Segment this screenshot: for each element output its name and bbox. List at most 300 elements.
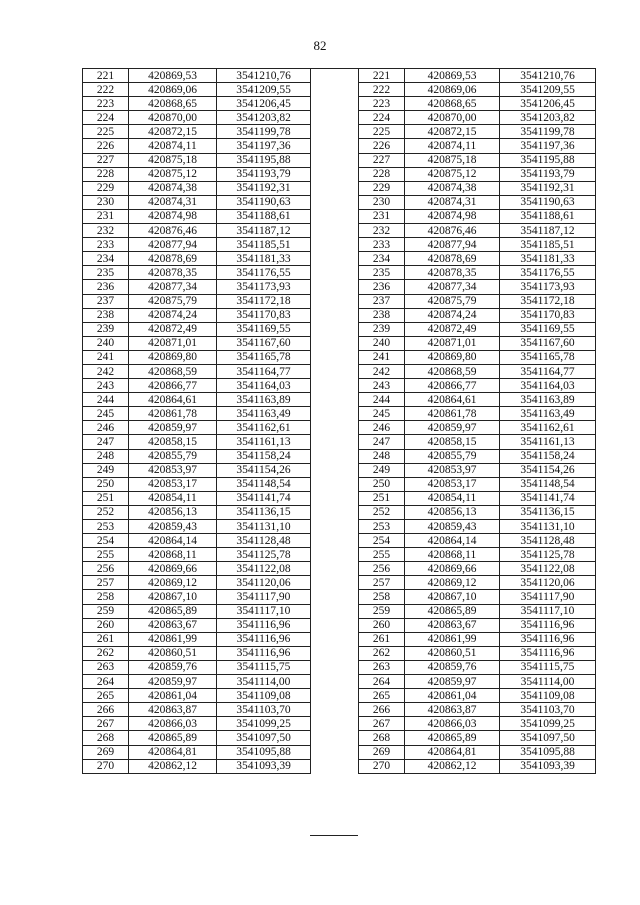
table-row <box>359 505 596 519</box>
table-row <box>359 224 596 238</box>
table-row <box>83 407 311 421</box>
y-coordinate-cell: 3541195,88 <box>217 153 311 167</box>
y-coordinate-cell: 3541131,10 <box>217 520 311 534</box>
x-coordinate-cell: 420874,98 <box>129 209 217 223</box>
point-number-cell: 224 <box>83 111 129 125</box>
y-coordinate-cell: 3541122,08 <box>217 562 311 576</box>
table-row <box>83 195 311 209</box>
table-row <box>359 675 596 689</box>
y-coordinate-cell: 3541173,93 <box>217 280 311 294</box>
x-coordinate-cell: 420868,65 <box>405 97 500 111</box>
table-row <box>83 421 311 435</box>
table-row <box>83 393 311 407</box>
point-number-cell: 224 <box>359 111 405 125</box>
x-coordinate-cell: 420865,89 <box>129 604 217 618</box>
x-coordinate-cell: 420871,01 <box>129 336 217 350</box>
point-number-cell: 264 <box>359 675 405 689</box>
table-row <box>359 646 596 660</box>
table-row <box>359 336 596 350</box>
y-coordinate-cell: 3541185,51 <box>500 238 596 252</box>
point-number-cell: 255 <box>359 548 405 562</box>
table-row <box>359 209 596 223</box>
point-number-cell: 250 <box>359 477 405 491</box>
point-number-cell: 267 <box>83 717 129 731</box>
x-coordinate-cell: 420864,61 <box>129 393 217 407</box>
x-coordinate-cell: 420868,11 <box>129 548 217 562</box>
x-coordinate-cell: 420863,87 <box>405 703 500 717</box>
y-coordinate-cell: 3541167,60 <box>217 336 311 350</box>
table-row <box>359 449 596 463</box>
table-row <box>359 703 596 717</box>
y-coordinate-cell: 3541169,55 <box>217 322 311 336</box>
x-coordinate-cell: 420869,06 <box>129 83 217 97</box>
point-number-cell: 246 <box>83 421 129 435</box>
y-coordinate-cell: 3541158,24 <box>217 449 311 463</box>
point-number-cell: 268 <box>359 731 405 745</box>
table-gap <box>310 68 358 836</box>
point-number-cell: 227 <box>359 153 405 167</box>
x-coordinate-cell: 420874,24 <box>405 308 500 322</box>
table-row <box>359 576 596 590</box>
y-coordinate-cell: 3541093,39 <box>500 759 596 773</box>
table-row <box>83 252 311 266</box>
table-row <box>83 590 311 604</box>
x-coordinate-cell: 420874,31 <box>405 195 500 209</box>
table-row <box>83 379 311 393</box>
table-row <box>359 238 596 252</box>
x-coordinate-cell: 420878,35 <box>405 266 500 280</box>
y-coordinate-cell: 3541158,24 <box>500 449 596 463</box>
point-number-cell: 258 <box>83 590 129 604</box>
y-coordinate-cell: 3541148,54 <box>500 477 596 491</box>
point-number-cell: 229 <box>83 181 129 195</box>
y-coordinate-cell: 3541187,12 <box>500 224 596 238</box>
point-number-cell: 246 <box>359 421 405 435</box>
y-coordinate-cell: 3541190,63 <box>217 195 311 209</box>
y-coordinate-cell: 3541188,61 <box>217 209 311 223</box>
point-number-cell: 262 <box>83 646 129 660</box>
point-number-cell: 250 <box>83 477 129 491</box>
point-number-cell: 269 <box>83 745 129 759</box>
y-coordinate-cell: 3541128,48 <box>500 534 596 548</box>
point-number-cell: 252 <box>359 505 405 519</box>
x-coordinate-cell: 420864,81 <box>405 745 500 759</box>
table-row <box>359 266 596 280</box>
y-coordinate-cell: 3541172,18 <box>217 294 311 308</box>
y-coordinate-cell: 3541185,51 <box>217 238 311 252</box>
x-coordinate-cell: 420872,49 <box>405 322 500 336</box>
y-coordinate-cell: 3541095,88 <box>500 745 596 759</box>
x-coordinate-cell: 420876,46 <box>405 224 500 238</box>
x-coordinate-cell: 420876,46 <box>129 224 217 238</box>
table-row <box>83 745 311 759</box>
point-number-cell: 259 <box>83 604 129 618</box>
y-coordinate-cell: 3541154,26 <box>217 463 311 477</box>
x-coordinate-cell: 420854,11 <box>129 491 217 505</box>
point-number-cell: 260 <box>359 618 405 632</box>
x-coordinate-cell: 420864,61 <box>405 393 500 407</box>
x-coordinate-cell: 420856,13 <box>405 505 500 519</box>
table-row <box>83 364 311 378</box>
point-number-cell: 241 <box>83 350 129 364</box>
x-coordinate-cell: 420868,65 <box>129 97 217 111</box>
x-coordinate-cell: 420863,67 <box>129 618 217 632</box>
table-row <box>359 97 596 111</box>
point-number-cell: 247 <box>359 435 405 449</box>
point-number-cell: 267 <box>359 717 405 731</box>
y-coordinate-cell: 3541109,08 <box>500 689 596 703</box>
table-row <box>83 322 311 336</box>
point-number-cell: 223 <box>359 97 405 111</box>
point-number-cell: 270 <box>83 759 129 773</box>
y-coordinate-cell: 3541181,33 <box>217 252 311 266</box>
point-number-cell: 226 <box>359 139 405 153</box>
table-row <box>359 280 596 294</box>
table-row <box>83 520 311 534</box>
y-coordinate-cell: 3541099,25 <box>217 717 311 731</box>
point-number-cell: 245 <box>83 407 129 421</box>
x-coordinate-cell: 420859,97 <box>405 421 500 435</box>
point-number-cell: 264 <box>83 675 129 689</box>
table-row <box>359 435 596 449</box>
y-coordinate-cell: 3541203,82 <box>217 111 311 125</box>
point-number-cell: 228 <box>83 167 129 181</box>
y-coordinate-cell: 3541206,45 <box>500 97 596 111</box>
y-coordinate-cell: 3541141,74 <box>217 491 311 505</box>
x-coordinate-cell: 420878,35 <box>129 266 217 280</box>
x-coordinate-cell: 420877,94 <box>129 238 217 252</box>
table-row <box>83 294 311 308</box>
y-coordinate-cell: 3541097,50 <box>500 731 596 745</box>
y-coordinate-cell: 3541116,96 <box>217 646 311 660</box>
point-number-cell: 258 <box>359 590 405 604</box>
y-coordinate-cell: 3541187,12 <box>217 224 311 238</box>
table-row <box>83 703 311 717</box>
point-number-cell: 235 <box>83 266 129 280</box>
x-coordinate-cell: 420855,79 <box>405 449 500 463</box>
y-coordinate-cell: 3541170,83 <box>217 308 311 322</box>
x-coordinate-cell: 420875,79 <box>129 294 217 308</box>
table-row <box>83 308 311 322</box>
point-number-cell: 261 <box>83 632 129 646</box>
table-row <box>359 421 596 435</box>
y-coordinate-cell: 3541164,03 <box>500 379 596 393</box>
point-number-cell: 222 <box>359 83 405 97</box>
table-row <box>359 520 596 534</box>
point-number-cell: 249 <box>83 463 129 477</box>
x-coordinate-cell: 420866,77 <box>129 379 217 393</box>
table-row <box>83 548 311 562</box>
table-row <box>359 393 596 407</box>
table-row <box>83 435 311 449</box>
point-number-cell: 240 <box>83 336 129 350</box>
point-number-cell: 242 <box>83 364 129 378</box>
x-coordinate-cell: 420874,98 <box>405 209 500 223</box>
x-coordinate-cell: 420867,10 <box>129 590 217 604</box>
point-number-cell: 252 <box>83 505 129 519</box>
point-number-cell: 241 <box>359 350 405 364</box>
x-coordinate-cell: 420872,15 <box>405 125 500 139</box>
y-coordinate-cell: 3541206,45 <box>217 97 311 111</box>
y-coordinate-cell: 3541125,78 <box>217 548 311 562</box>
y-coordinate-cell: 3541165,78 <box>500 350 596 364</box>
table-row <box>83 491 311 505</box>
y-coordinate-cell: 3541210,76 <box>500 69 596 83</box>
y-coordinate-cell: 3541095,88 <box>217 745 311 759</box>
x-coordinate-cell: 420853,97 <box>405 463 500 477</box>
table-row <box>83 350 311 364</box>
point-number-cell: 247 <box>83 435 129 449</box>
table-row <box>83 224 311 238</box>
y-coordinate-cell: 3541114,00 <box>500 675 596 689</box>
point-number-cell: 235 <box>359 266 405 280</box>
y-coordinate-cell: 3541109,08 <box>217 689 311 703</box>
point-number-cell: 251 <box>359 491 405 505</box>
x-coordinate-cell: 420865,89 <box>405 731 500 745</box>
x-coordinate-cell: 420853,97 <box>129 463 217 477</box>
y-coordinate-cell: 3541115,75 <box>500 660 596 674</box>
table-row <box>83 477 311 491</box>
x-coordinate-cell: 420870,00 <box>405 111 500 125</box>
x-coordinate-cell: 420874,24 <box>129 308 217 322</box>
point-number-cell: 231 <box>359 209 405 223</box>
table-row <box>83 534 311 548</box>
y-coordinate-cell: 3541117,10 <box>217 604 311 618</box>
point-number-cell: 268 <box>83 731 129 745</box>
table-row <box>359 308 596 322</box>
table-row <box>359 407 596 421</box>
x-coordinate-cell: 420861,99 <box>405 632 500 646</box>
y-coordinate-cell: 3541163,89 <box>217 393 311 407</box>
table-row <box>359 604 596 618</box>
y-coordinate-cell: 3541154,26 <box>500 463 596 477</box>
point-number-cell: 262 <box>359 646 405 660</box>
x-coordinate-cell: 420875,18 <box>405 153 500 167</box>
table-row <box>83 660 311 674</box>
x-coordinate-cell: 420861,99 <box>129 632 217 646</box>
point-number-cell: 230 <box>83 195 129 209</box>
point-number-cell: 238 <box>359 308 405 322</box>
point-number-cell: 266 <box>83 703 129 717</box>
table-row <box>83 153 311 167</box>
table-row <box>83 646 311 660</box>
x-coordinate-cell: 420871,01 <box>405 336 500 350</box>
y-coordinate-cell: 3541116,96 <box>217 618 311 632</box>
x-coordinate-cell: 420869,66 <box>129 562 217 576</box>
y-coordinate-cell: 3541192,31 <box>217 181 311 195</box>
y-coordinate-cell: 3541117,10 <box>500 604 596 618</box>
x-coordinate-cell: 420874,38 <box>405 181 500 195</box>
point-number-cell: 228 <box>359 167 405 181</box>
x-coordinate-cell: 420874,11 <box>405 139 500 153</box>
point-number-cell: 221 <box>359 69 405 83</box>
table-row <box>359 618 596 632</box>
point-number-cell: 239 <box>359 322 405 336</box>
table-row <box>83 604 311 618</box>
point-number-cell: 257 <box>83 576 129 590</box>
y-coordinate-cell: 3541163,49 <box>500 407 596 421</box>
x-coordinate-cell: 420853,17 <box>405 477 500 491</box>
y-coordinate-cell: 3541097,50 <box>217 731 311 745</box>
x-coordinate-cell: 420859,97 <box>129 421 217 435</box>
table-row <box>359 83 596 97</box>
table-row <box>83 83 311 97</box>
x-coordinate-cell: 420866,77 <box>405 379 500 393</box>
y-coordinate-cell: 3541203,82 <box>500 111 596 125</box>
point-number-cell: 245 <box>359 407 405 421</box>
x-coordinate-cell: 420859,97 <box>405 675 500 689</box>
x-coordinate-cell: 420875,12 <box>129 167 217 181</box>
x-coordinate-cell: 420858,15 <box>405 435 500 449</box>
coordinates-table-left <box>82 68 311 774</box>
table-row <box>359 717 596 731</box>
y-coordinate-cell: 3541193,79 <box>217 167 311 181</box>
table-row <box>83 280 311 294</box>
x-coordinate-cell: 420864,14 <box>129 534 217 548</box>
x-coordinate-cell: 420865,89 <box>405 604 500 618</box>
y-coordinate-cell: 3541167,60 <box>500 336 596 350</box>
x-coordinate-cell: 420878,69 <box>129 252 217 266</box>
x-coordinate-cell: 420854,11 <box>405 491 500 505</box>
x-coordinate-cell: 420870,00 <box>129 111 217 125</box>
point-number-cell: 260 <box>83 618 129 632</box>
table-row <box>83 97 311 111</box>
y-coordinate-cell: 3541116,96 <box>500 618 596 632</box>
point-number-cell: 225 <box>83 125 129 139</box>
page-number: 82 <box>313 38 327 53</box>
y-coordinate-cell: 3541103,70 <box>500 703 596 717</box>
point-number-cell: 243 <box>83 379 129 393</box>
y-coordinate-cell: 3541128,48 <box>217 534 311 548</box>
table-row <box>83 238 311 252</box>
y-coordinate-cell: 3541188,61 <box>500 209 596 223</box>
table-row <box>359 125 596 139</box>
x-coordinate-cell: 420866,03 <box>129 717 217 731</box>
point-number-cell: 254 <box>359 534 405 548</box>
point-number-cell: 229 <box>359 181 405 195</box>
y-coordinate-cell: 3541093,39 <box>217 759 311 773</box>
point-number-cell: 233 <box>83 238 129 252</box>
point-number-cell: 263 <box>359 660 405 674</box>
point-number-cell: 261 <box>359 632 405 646</box>
point-number-cell: 237 <box>83 294 129 308</box>
y-coordinate-cell: 3541148,54 <box>217 477 311 491</box>
point-number-cell: 253 <box>83 520 129 534</box>
point-number-cell: 225 <box>359 125 405 139</box>
table-row <box>359 477 596 491</box>
y-coordinate-cell: 3541116,96 <box>500 632 596 646</box>
table-row <box>359 111 596 125</box>
y-coordinate-cell: 3541122,08 <box>500 562 596 576</box>
x-coordinate-cell: 420861,04 <box>405 689 500 703</box>
point-number-cell: 244 <box>359 393 405 407</box>
table-row <box>83 336 311 350</box>
x-coordinate-cell: 420869,80 <box>129 350 217 364</box>
x-coordinate-cell: 420875,12 <box>405 167 500 181</box>
y-coordinate-cell: 3541141,74 <box>500 491 596 505</box>
table-row <box>83 69 311 83</box>
y-coordinate-cell: 3541103,70 <box>217 703 311 717</box>
y-coordinate-cell: 3541117,90 <box>217 590 311 604</box>
y-coordinate-cell: 3541199,78 <box>217 125 311 139</box>
point-number-cell: 249 <box>359 463 405 477</box>
x-coordinate-cell: 420856,13 <box>129 505 217 519</box>
x-coordinate-cell: 420859,76 <box>129 660 217 674</box>
x-coordinate-cell: 420864,81 <box>129 745 217 759</box>
x-coordinate-cell: 420874,38 <box>129 181 217 195</box>
x-coordinate-cell: 420872,15 <box>129 125 217 139</box>
x-coordinate-cell: 420864,14 <box>405 534 500 548</box>
y-coordinate-cell: 3541190,63 <box>500 195 596 209</box>
y-coordinate-cell: 3541209,55 <box>500 83 596 97</box>
table-row <box>83 463 311 477</box>
x-coordinate-cell: 420859,97 <box>129 675 217 689</box>
point-number-cell: 236 <box>359 280 405 294</box>
y-coordinate-cell: 3541136,15 <box>500 505 596 519</box>
point-number-cell: 233 <box>359 238 405 252</box>
table-row <box>83 181 311 195</box>
x-coordinate-cell: 420877,94 <box>405 238 500 252</box>
x-coordinate-cell: 420862,12 <box>129 759 217 773</box>
table-row <box>83 576 311 590</box>
x-coordinate-cell: 420869,12 <box>129 576 217 590</box>
point-number-cell: 238 <box>83 308 129 322</box>
point-number-cell: 259 <box>359 604 405 618</box>
x-coordinate-cell: 420858,15 <box>129 435 217 449</box>
x-coordinate-cell: 420868,59 <box>405 364 500 378</box>
table-row <box>359 491 596 505</box>
x-coordinate-cell: 420869,80 <box>405 350 500 364</box>
table-row <box>359 153 596 167</box>
table-row <box>359 139 596 153</box>
y-coordinate-cell: 3541162,61 <box>217 421 311 435</box>
x-coordinate-cell: 420863,67 <box>405 618 500 632</box>
y-coordinate-cell: 3541116,96 <box>217 632 311 646</box>
y-coordinate-cell: 3541117,90 <box>500 590 596 604</box>
point-number-cell: 256 <box>359 562 405 576</box>
table-row <box>359 350 596 364</box>
y-coordinate-cell: 3541164,77 <box>500 364 596 378</box>
y-coordinate-cell: 3541172,18 <box>500 294 596 308</box>
y-coordinate-cell: 3541165,78 <box>217 350 311 364</box>
table-row <box>359 590 596 604</box>
table-row <box>359 534 596 548</box>
y-coordinate-cell: 3541176,55 <box>217 266 311 280</box>
x-coordinate-cell: 420869,53 <box>129 69 217 83</box>
y-coordinate-cell: 3541164,77 <box>217 364 311 378</box>
table-row <box>359 731 596 745</box>
point-number-cell: 244 <box>83 393 129 407</box>
y-coordinate-cell: 3541197,36 <box>217 139 311 153</box>
x-coordinate-cell: 420861,04 <box>129 689 217 703</box>
y-coordinate-cell: 3541164,03 <box>217 379 311 393</box>
table-row <box>83 731 311 745</box>
point-number-cell: 234 <box>83 252 129 266</box>
x-coordinate-cell: 420872,49 <box>129 322 217 336</box>
x-coordinate-cell: 420862,12 <box>405 759 500 773</box>
x-coordinate-cell: 420865,89 <box>129 731 217 745</box>
point-number-cell: 257 <box>359 576 405 590</box>
table-row <box>359 562 596 576</box>
table-row <box>83 139 311 153</box>
x-coordinate-cell: 420859,43 <box>129 520 217 534</box>
x-coordinate-cell: 420859,76 <box>405 660 500 674</box>
table-row <box>83 689 311 703</box>
point-number-cell: 226 <box>83 139 129 153</box>
table-row <box>359 364 596 378</box>
x-coordinate-cell: 420878,69 <box>405 252 500 266</box>
point-number-cell: 254 <box>83 534 129 548</box>
